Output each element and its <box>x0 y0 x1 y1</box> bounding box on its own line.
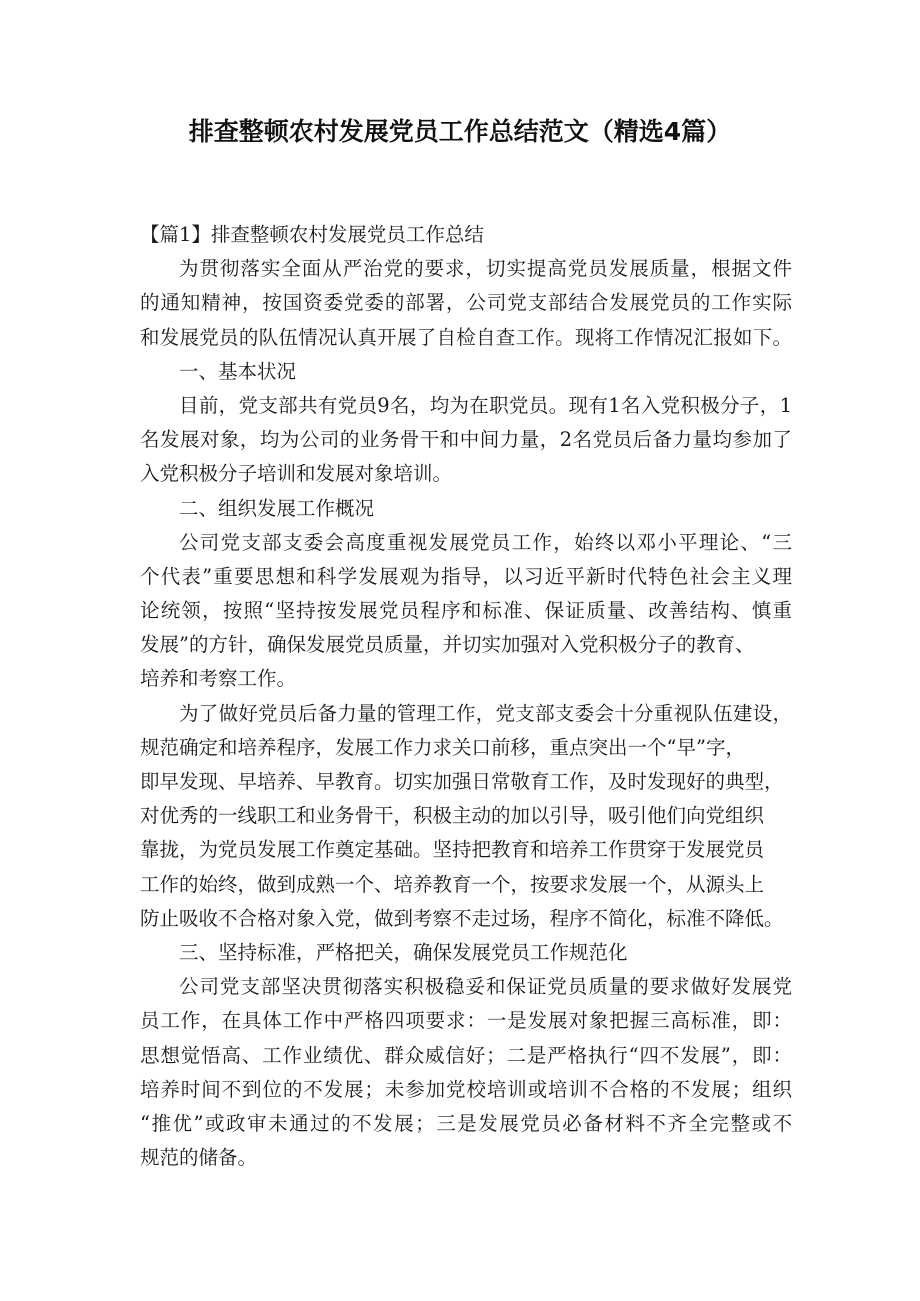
paragraph-line: 培养和考察工作。 <box>140 667 297 691</box>
paragraph-line: 为贯彻落实全面从严治党的要求，切实提高党员发展质量，根据文件 <box>179 257 792 281</box>
paragraph-line: 防止吸收不合格对象入党，做到考察不走过场，程序不简化，标准不降低。 <box>140 906 784 930</box>
paragraph-line: 公司党支部坚决贯彻落实积极稳妥和保证党员质量的要求做好发展党 <box>179 975 792 999</box>
document-title: 排查整顿农村发展党员工作总结范文（精选4篇） <box>188 117 732 146</box>
paragraph-line: 思想觉悟高、工作业绩优、群众威信好；二是严格执行“四不发展”，即： <box>140 1043 792 1067</box>
paragraph-line: 公司党支部支委会高度重视发展党员工作，始终以邓小平理论、“三 <box>179 530 792 554</box>
paragraph-line: 为了做好党员后备力量的管理工作，党支部支委会十分重视队伍建设， <box>179 701 792 725</box>
paragraph-line: 培养时间不到位的不发展；未参加党校培训或培训不合格的不发展；组织 <box>140 1077 792 1101</box>
paragraph-line: 和发展党员的队伍情况认真开展了自检自查工作。现将工作情况汇报如下。 <box>140 325 792 349</box>
paragraph-line: 靠拢，为党员发展工作奠定基础。坚持把教育和培养工作贯穿于发展党员 <box>140 838 765 862</box>
paragraph-line: 规范的储备。 <box>140 1146 258 1170</box>
section-heading: 三、坚持标准，严格把关，确保发展党员工作规范化 <box>179 940 628 964</box>
paragraph-line: 个代表”重要思想和科学发展观为指导，以习近平新时代特色社会主义理 <box>140 564 792 588</box>
section-heading: 一、基本状况 <box>179 359 297 383</box>
paragraph-line: 员工作，在具体工作中严格四项要求：一是发展对象把握三高标准，即： <box>140 1009 792 1033</box>
paragraph-line: 规范确定和培养程序，发展工作力求关口前移，重点突出一个“早”字， <box>140 735 745 759</box>
paragraph-line: 发展”的方针，确保发展党员质量，并切实加强对入党积极分子的教育、 <box>140 633 755 657</box>
document-body <box>140 218 792 1175</box>
paragraph-line: 目前，党支部共有党员9名，均为在职党员。现有1名入党积极分子，1 <box>179 393 792 417</box>
paragraph-line: 的通知精神，按国资委党委的部署，公司党支部结合发展党员的工作实际 <box>140 291 792 315</box>
paragraph-line: 即早发现、早培养、早教育。切实加强日常敬育工作，及时发现好的典型， <box>140 770 784 793</box>
paragraph-line: 名发展对象，均为公司的业务骨干和中间力量，2名党员后备力量均参加了 <box>140 428 792 452</box>
section-heading: 二、组织发展工作概况 <box>179 496 375 520</box>
paragraph-line: 入党积极分子培训和发展对象培训。 <box>140 462 453 486</box>
paragraph-line: 对优秀的一线职工和业务骨干，积极主动的加以引导，吸引他们向党组织 <box>140 804 765 828</box>
paragraph-line: 论统领，按照“坚持按发展党员程序和标准、保证质量、改善结构、慎重 <box>140 599 792 623</box>
paragraph-line: 工作的始终，做到成熟一个、培养教育一个，按要求发展一个，从源头上 <box>140 872 765 896</box>
paragraph-line: “推优”或政审未通过的不发展；三是发展党员必备材料不齐全完整或不 <box>140 1111 792 1135</box>
chapter-heading: 【篇1】排查整顿农村发展党员工作总结 <box>140 223 484 246</box>
